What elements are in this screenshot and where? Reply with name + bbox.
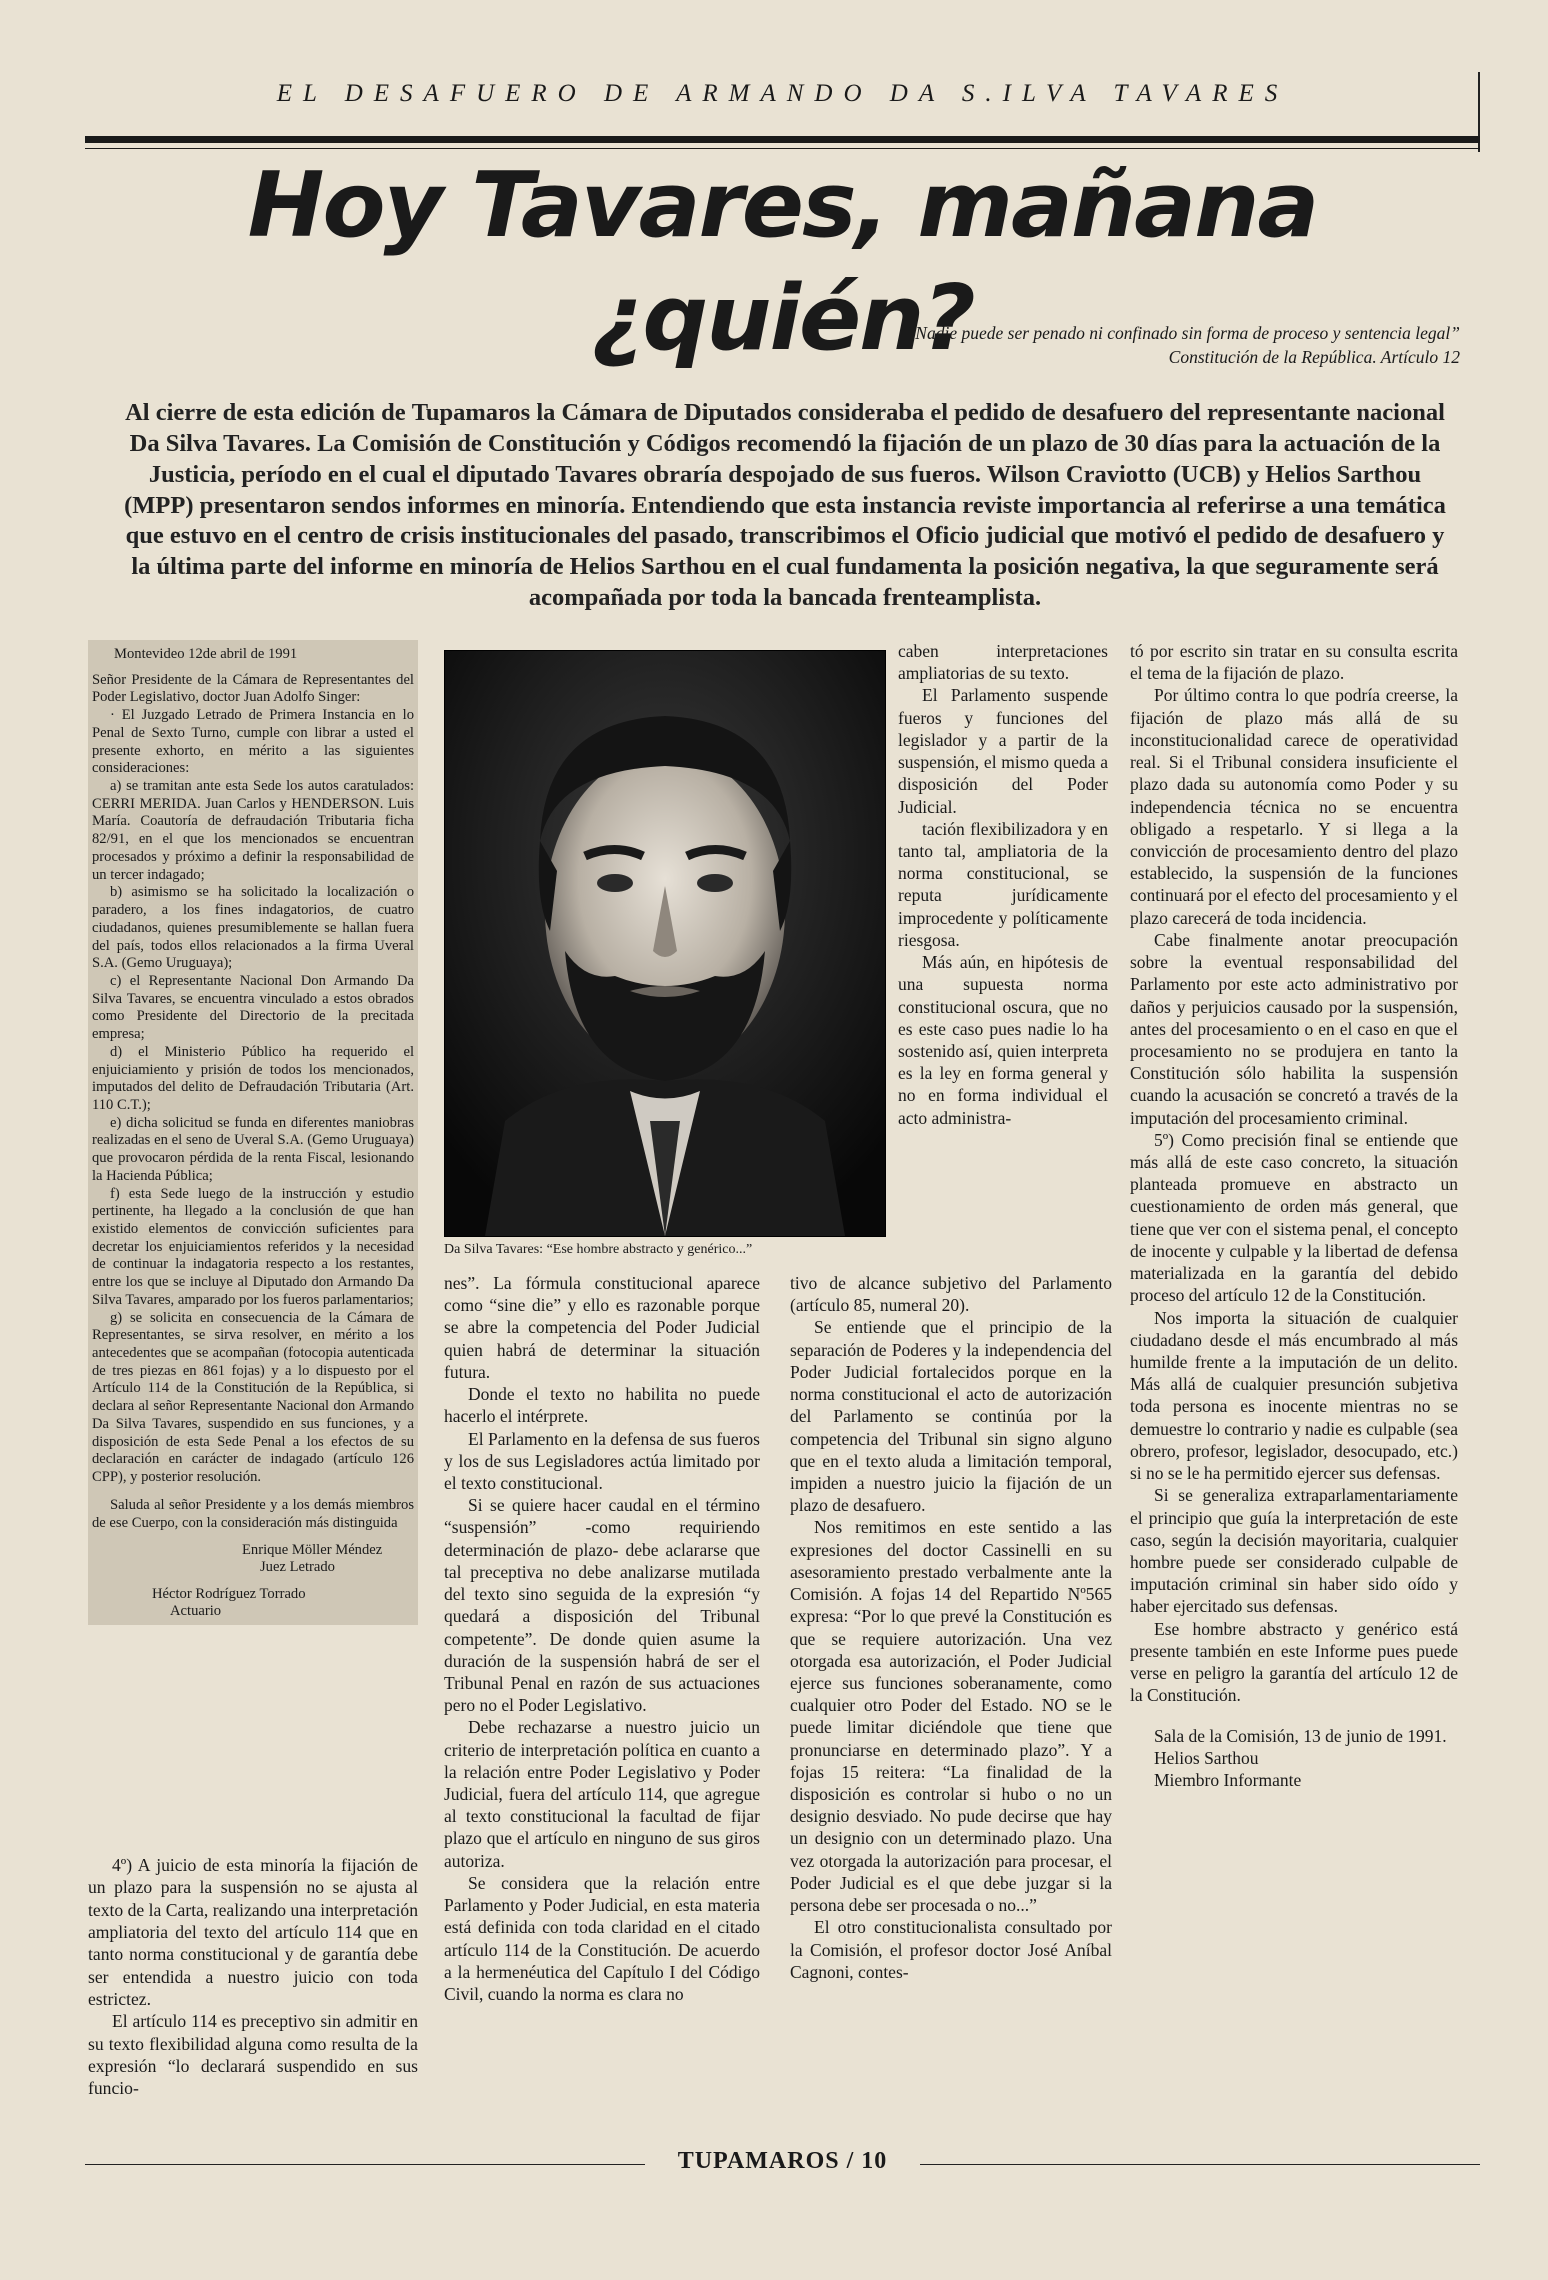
lead-text-2: la Cámara de Diputados consideraba el pedido de desafuero del representante nacional Da Silva Tavares. La Comisión de Constitución y Códigos recomendó la fijación de un plazo de 30 días para la actuación de la Justicia, período en el cual el diputado Tavares obraría despojado de sus fueros. Wilson Craviotto (UCB) y Helios Sarthou (MPP) presentaron sendos informes en minoría. Entendiendo que esta instancia reviste importancia al referirse a una temática que estuvo en el centro de crisis institucionales del pasado, transcribimos el Oficio judicial que motivó el pedido de desafuero y la última parte del informe en minoría de Helios Sarthou en el cual fundamenta la posición negativa, la que seguramente será acompañada por toda la bancada frenteamplista. xyxy=(124,399,1446,612)
article-paragraph: Se entiende que el principio de la separación de Poderes y la independencia del Poder Judicial fortalecidos porque en la norma constitucional el acto de autorización del Parlamento se continúa por la competencia del Tribunal sin signo alguno que en el texto aluda a limitación temporal, impiden a nuestro juicio la fijación de un plazo de desafuero. xyxy=(790,1317,1112,1516)
article-paragraph: Si se quiere hacer caudal en el término “suspensión” -como requiriendo determinación de plazo- debe aclararse que tal preceptiva no debe analizarse mutilada del texto sino seguida de la expresión “y quedará a disposición del Tribunal competente”. De donde quien asume la duración de la suspensión habrá de ser el Tribunal Penal en razón de sus actuaciones pero no el Poder Legislativo. xyxy=(444,1495,760,1716)
column-4 xyxy=(1130,640,1458,1791)
article-paragraph: Debe rechazarse a nuestro juicio un criterio de interpretación política en cuanto a la relación entre Poder Legislativo y Poder Judicial, fuera del artículo 114, que agregue al texto constitucional la facultad de fijar plazo que el artículo en ninguno de sus giros autoriza. xyxy=(444,1717,760,1871)
article-paragraph: Si se generaliza extraparlamentariamente el principio que guía la interpretación de este caso, según la decisión mayoritaria, cualquier hombre puede ser considerado culpable de imputación criminal sin haber sido oído y haber ejercitado sus defensas. xyxy=(1130,1485,1458,1617)
article-paragraph: El artículo 114 es preceptivo sin admitir en su texto flexibilidad alguna como resulta de la expresión “lo declarará suspendido en sus funcio- xyxy=(88,2011,418,2099)
letter-item-g: g) se solicita en consecuencia de la Cámara de Representantes, se sirva resolver, en mérito a los antecedentes que se acompañan (fotocopia autenticada de tres piezas en 861 fojas) y a lo dispuesto por el Artículo 114 de la Constitución de la República, si declara al señor Representante Nacional don Armando Da Silva Tavares, suspendido en sus funciones, y a disposición de esta Sede Penal a los efectos de su declaración en carácter de indagado (artículo 126 CPP), y posterior resolución. xyxy=(92,1309,414,1486)
article-paragraph: Ese hombre abstracto y genérico está presente también en este Informe pues puede verse en peligro la garantía del artículo 12 de la Constitución. xyxy=(1130,1618,1458,1706)
page-footer xyxy=(85,2148,1480,2178)
article-paragraph: Cabe finalmente anotar preocupación sobre la eventual responsabilidad del Parlamento por este acto administrativo por daños y perjuicios causado por la suspensión, antes del procesamiento o en el caso en que el procesamiento no se produjera en tanto la Constitución sólo habilita la suspensión cuando la acusación se concretó a través de la imputación del procesamiento criminal. xyxy=(1130,929,1458,1128)
letter-paragraph: · El Juzgado Letrado de Primera Instancia en lo Penal de Sexto Turno, cumple con librar a usted el presente exhorto, en mérito a las siguientes consideraciones: xyxy=(92,707,414,777)
judge-name: Enrique Möller Méndez xyxy=(242,1542,383,1559)
article-paragraph: caben interpretaciones ampliatorias de su texto. xyxy=(898,641,1108,684)
footer-folio: TUPAMAROS / 10 xyxy=(670,2148,896,2174)
article-paragraph: nes”. La fórmula constitucional aparece como “sine die” y ello es razonable porque se abre la competencia del Poder Judicial quien habrá de determinar la situación futura. xyxy=(444,1273,760,1382)
signature-place: Sala de la Comisión, 13 de junio de 1991. xyxy=(1154,1725,1447,1746)
letter-signature-actuary xyxy=(152,1586,414,1620)
header-rule-thick xyxy=(85,136,1480,143)
letter-item-f: f) esta Sede luego de la instrucción y estudio pertinente, ha llegado a la conclusión de que han existido elementos de convicción suficientes para decretar los enjuiciamientos referidos y la necesidad de continuar la indagatoria respecto a los restantes, entre los que se incluye al Diputado don Armando Da Silva Tavares, amparado por los fueros parlamentarios; xyxy=(92,1185,414,1308)
letter-salutation: Señor Presidente de la Cámara de Representantes del Poder Legislativo, doctor Juan Adolfo Singer: xyxy=(92,671,414,706)
article-paragraph: El Parlamento suspende fueros y funciones del legislador y a partir de la suspensión, el mismo queda a disposición del Poder Judicial. xyxy=(898,685,1108,817)
lead-text-1: Al cierre de esta edición de xyxy=(125,399,412,426)
article-paragraph: El otro constitucionalista consultado por la Comisión, el profesor doctor José Aníbal Cagnoni, contes- xyxy=(790,1917,1112,1982)
lead-publication: Tupamaros xyxy=(411,399,531,426)
article-paragraph: tación flexibilizadora y en tanto tal, ampliatoria de la norma constitucional, se reputa jurídicamente improcedente y políticamente riesgosa. xyxy=(898,818,1108,950)
headline: Hoy Tavares, mañana ¿quién? xyxy=(247,153,1318,371)
portrait-photo xyxy=(444,650,886,1237)
column-3-top xyxy=(898,640,1108,1129)
signature-name: Helios Sarthou xyxy=(1154,1747,1259,1768)
footer-rule-right xyxy=(920,2164,1480,2165)
header-rule-thin xyxy=(85,148,1480,149)
column-3-bottom xyxy=(790,1272,1112,1983)
epigraph-source: Constitución de la República. Artículo 12 xyxy=(1168,346,1460,367)
judge-title: Juez Letrado xyxy=(260,1559,335,1575)
epigraph xyxy=(700,322,1460,369)
judicial-letter xyxy=(88,640,418,1625)
letter-item-a: a) se tramitan ante esta Sede los autos caratulados: CERRI MERIDA. Juan Carlos y HENDERSON. Luis María. Coautoría de defraudación Tributaria ficha 82/91, en el que los mencionados se encuentran procesados y próximo a definir la responsabilidad de un tercer indagado; xyxy=(92,778,414,883)
letter-signature-judge xyxy=(242,1542,414,1576)
letter-closing: Saluda al señor Presidente y a los demás miembros de ese Cuerpo, con la consideración más distinguida xyxy=(92,1496,414,1531)
epigraph-quote: “Nadie puede ser penado ni confinado sin forma de proceso y sentencia legal” xyxy=(905,323,1460,343)
signature-title: Miembro Informante xyxy=(1154,1769,1302,1790)
portrait-image xyxy=(445,651,885,1236)
article-paragraph: Donde el texto no habilita no puede hacerlo el intérprete. xyxy=(444,1384,760,1427)
footer-rule-left xyxy=(85,2164,645,2165)
article-paragraph: tivo de alcance subjetivo del Parlamento (artículo 85, numeral 20). xyxy=(790,1273,1112,1316)
actuary-name: Héctor Rodríguez Torrado xyxy=(152,1585,306,1602)
article-paragraph: Se considera que la relación entre Parlamento y Poder Judicial, en esta materia está definida con toda claridad en el citado artículo 114 de la Constitución. De acuerdo a la hermenéutica del Capítulo I del Código Civil, cuando la norma es clara no xyxy=(444,1872,760,2004)
lead-paragraph xyxy=(115,398,1455,614)
article-paragraph: tó por escrito sin tratar en su consulta escrita el tema de la fijación de plazo. xyxy=(1130,641,1458,684)
actuary-title: Actuario xyxy=(170,1602,222,1619)
letter-item-e: e) dicha solicitud se funda en diferentes maniobras realizadas en el seno de Uveral S.A. (Gemo Uruguaya) que provocaron pérdida de la renta Fiscal, lesionando la Hacienda Pública; xyxy=(92,1114,414,1184)
column-2 xyxy=(444,1272,760,2005)
article-paragraph: Más aún, en hipótesis de una supuesta norma constitucional oscura, que no es este caso pues nadie lo ha sostenido así, quien interpreta es la ley en forma general y no en forma individual el acto administra- xyxy=(898,952,1108,1128)
photo-caption: Da Silva Tavares: “Ese hombre abstracto y genérico...” xyxy=(444,1242,753,1257)
article-paragraph: Nos importa la situación de cualquier ciudadano desde el más encumbrado al más humilde frente a la imputación de un delito. Más allá de cualquier presunción subjetiva toda persona es inocente mientras no se demuestre lo contrario y nadie es culpable (sea obrero, profesor, legislador, desocupado, etc.) si no se le ha permitido ejercer sus defensas. xyxy=(1130,1307,1458,1484)
article-paragraph: El Parlamento en la defensa de sus fueros y los de sus Legisladores actúa limitado por el texto constitucional. xyxy=(444,1428,760,1493)
letter-item-c: c) el Representante Nacional Don Armando Da Silva Tavares, se encuentra vinculado a estos obrados como Presidente del Directorio de la precitada empresa; xyxy=(92,972,414,1043)
letter-item-d: d) el Ministerio Público ha requerido el enjuiciamiento y prisión de todos los mencionados, imputados del delito de Defraudación Tributaria (Art. 110 C.T.); xyxy=(92,1043,414,1113)
article-paragraph: 5º) Como precisión final se entiende que más allá de este caso concreto, la situación planteada promueve en abstracto un cuestionamiento de orden más general, que tiene que ver con el sistema penal, el concepto de inocente y culpable y la libertad de defensa materializada en la garantía del debido proceso del artículo 12 de la Constitución. xyxy=(1130,1129,1458,1306)
column-1-bottom xyxy=(88,1854,418,2100)
section-kicker: EL DESAFUERO DE ARMANDO DA S.ILVA TAVARES xyxy=(276,80,1289,107)
article-paragraph: 4º) A juicio de esta minoría la fijación de un plazo para la suspensión no se ajusta al texto de la Carta, realizando una interpretación ampliatoria del texto del artículo 114 que en tanto norma constitucional y de garantía debe ser entendida a nuestro juicio con toda estrictez. xyxy=(88,1855,418,2010)
letter-dateline: Montevideo 12de abril de 1991 xyxy=(114,646,298,662)
article-paragraph: Por último contra lo que podría creerse, la fijación de plazo más allá de su inconstitucionalidad carece de operatividad real. Si el Tribunal considera insuficiente el plazo dada su autonomía como Poder y su independencia técnica no se encuentra obligado a respetarlo. Y si llega a la convicción de procesamiento dentro del plazo establecido, la suspensión de la funciones continuará por el efecto del procesamiento y el plazo carecerá de toda incidencia. xyxy=(1130,685,1458,928)
article-paragraph: Nos remitimos en este sentido a las expresiones del doctor Cassinelli en su asesoramiento prestado verbalmente ante la Comisión. A fojas 14 del Repartido Nº565 expresa: “Por lo que prevé la Constitución es que se requiere autorización. Una vez otorgada esa autorización, el Poder Judicial ejerce sus funciones soberanamente, como cualquier otro Poder del Estado. NO se le puede limitar diciéndole que tiene que pronunciarse en determinado plazo”. Y a fojas 15 reitera: “La finalidad de la disposición es controlar si hubo o no un designio desviado. No pude decirse que hay un designio con un determinado plazo. Una vez otorgada la autorización para procesar, el Poder Judicial es el que debe juzgar si la persona debe ser procesada o no...” xyxy=(790,1517,1112,1916)
letter-item-b: b) asimismo se ha solicitado la localización o paradero, a los fines indagatorios, de cuatro ciudadanos, quienes presumiblemente se hallan fuera del país, todos ellos relacionados a la firma Uveral S.A. (Gemo Uruguaya); xyxy=(92,884,414,972)
